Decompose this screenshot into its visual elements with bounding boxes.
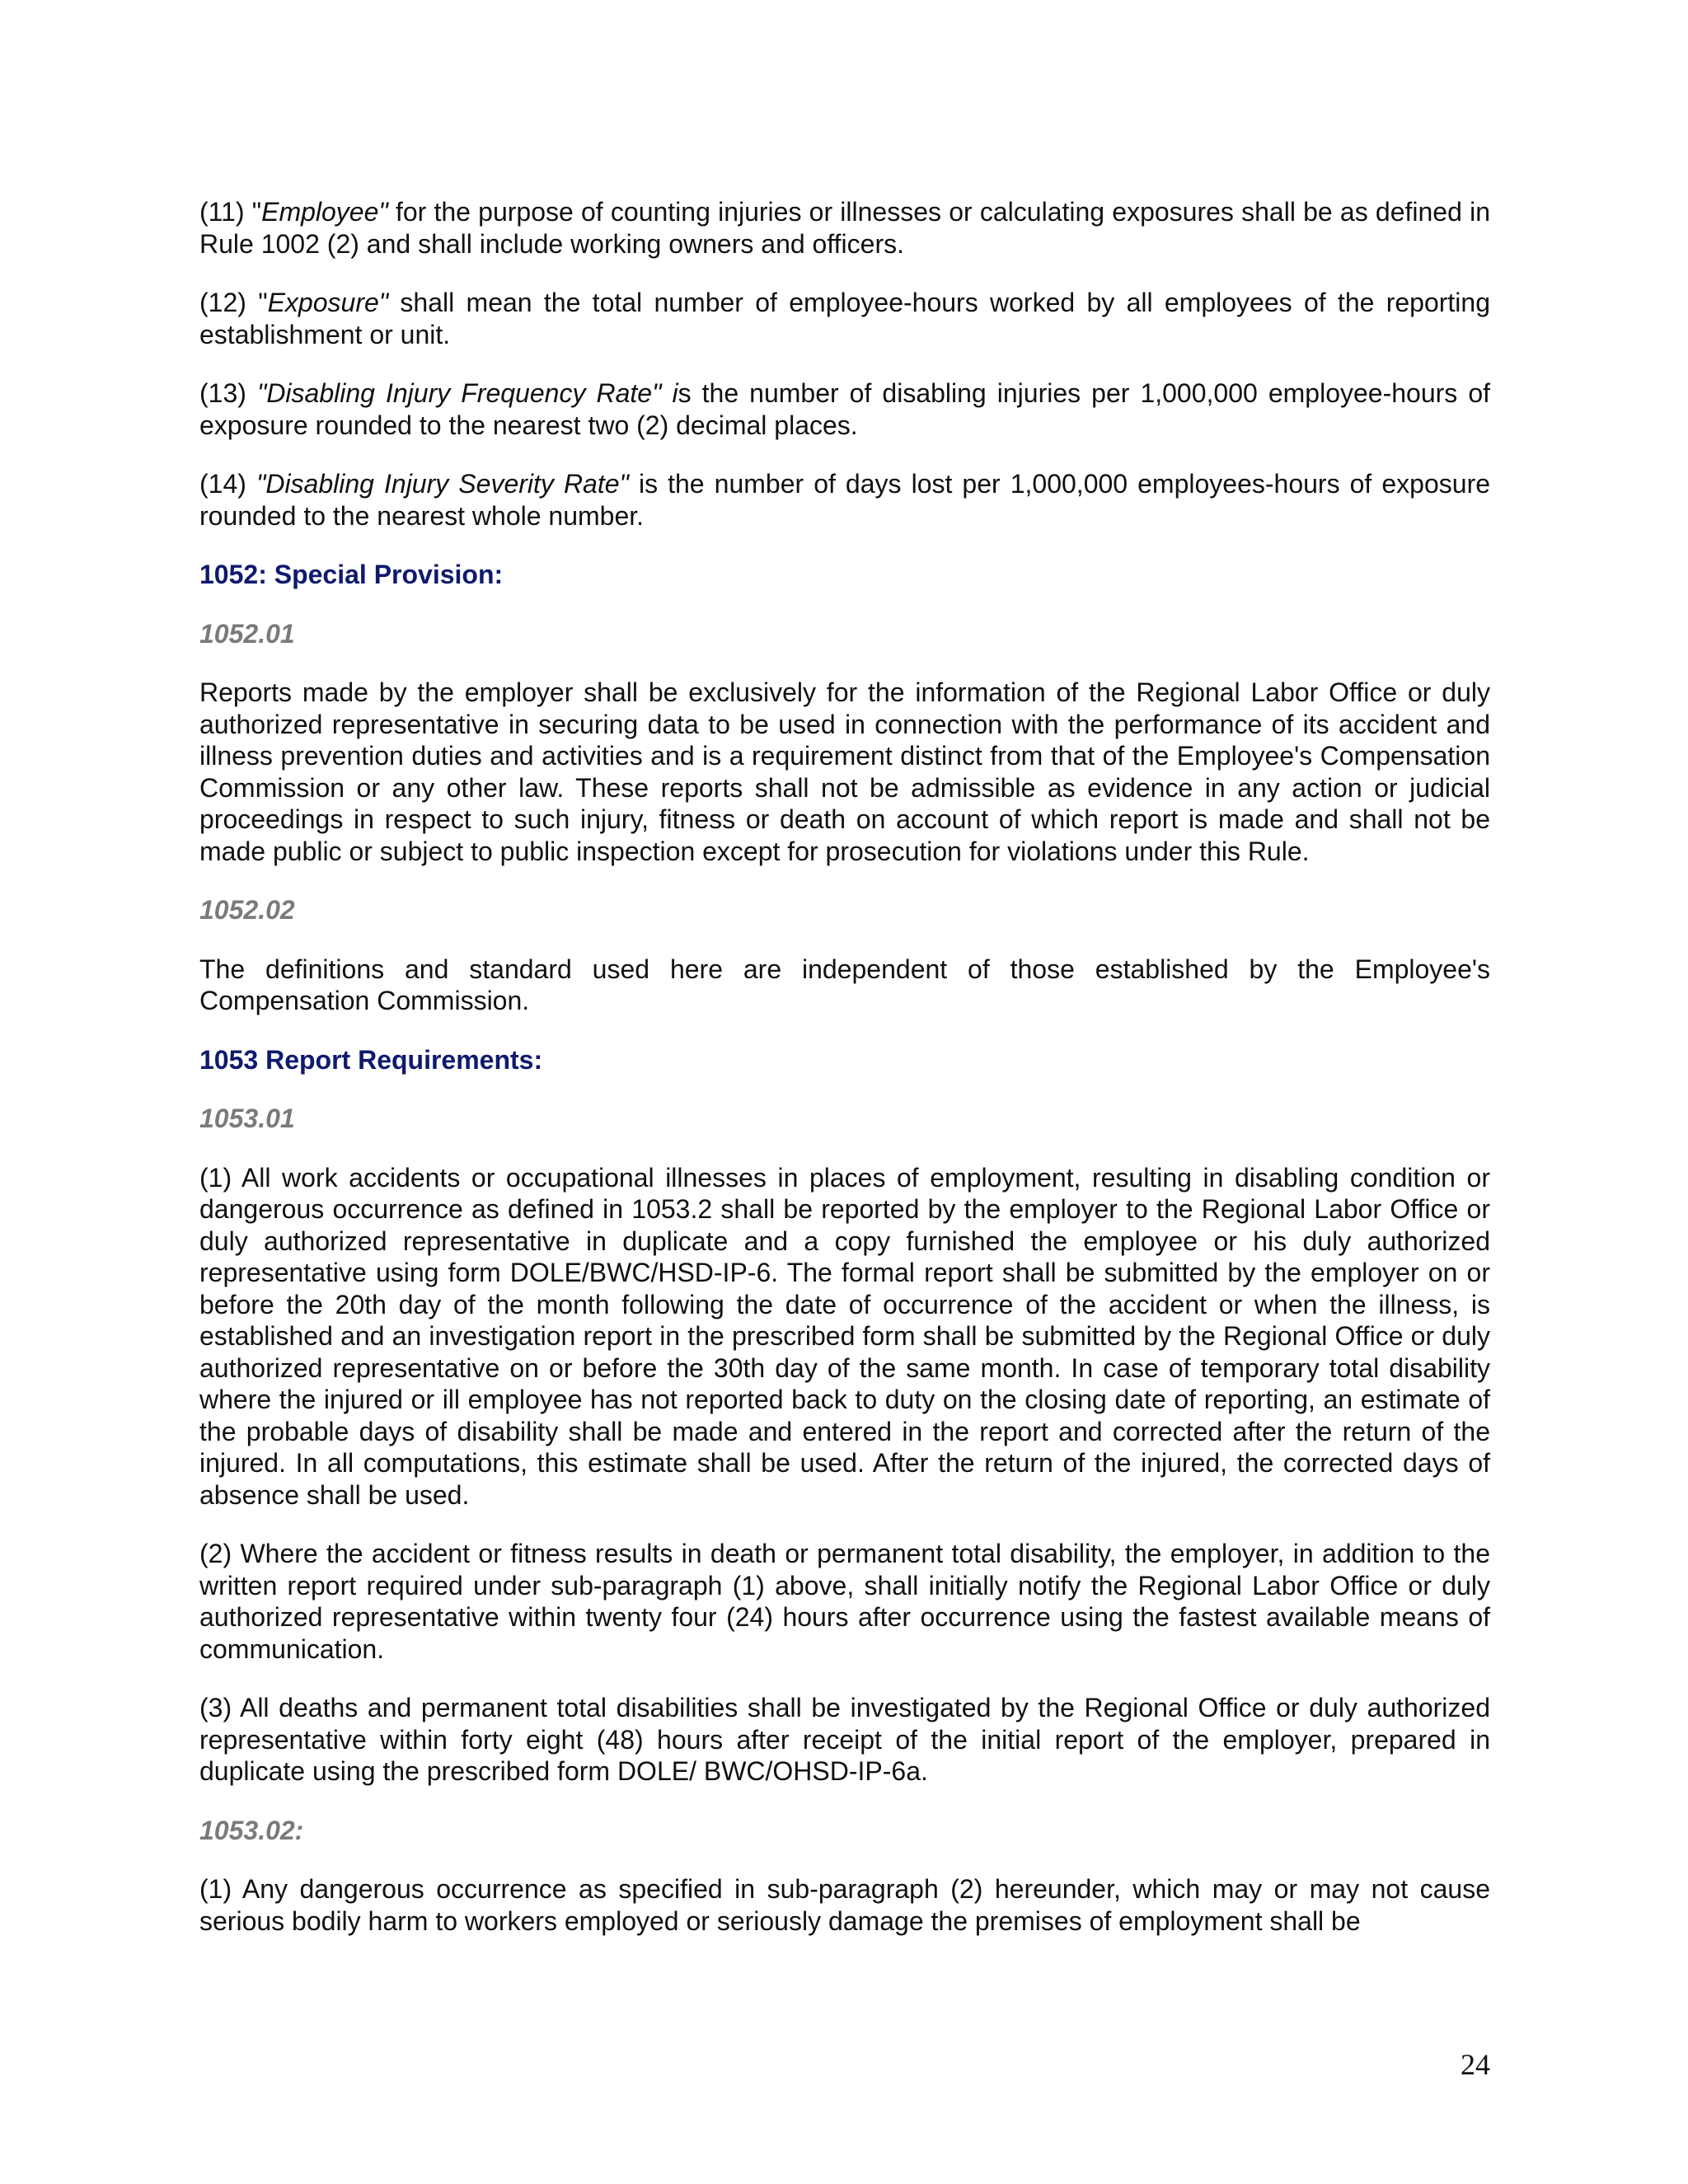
section-1053-01-para-3: (3) All deaths and permanent total disabilities shall be investigated by the Regional Office or duly authorized representative within forty eight (48) hours after receipt of the initial report of the employer, prepared in duplicate using the prescribed form DOLE/ BWC/OHSD-IP-6a. bbox=[199, 1693, 1490, 1786]
definition-12-prefix: (12) " bbox=[199, 288, 268, 317]
definition-13 bbox=[199, 377, 1490, 441]
section-1053-02-number: 1053.02: bbox=[199, 1815, 304, 1845]
definition-11 bbox=[199, 196, 1490, 260]
definition-13-term: "Disabling Injury Frequency Rate" i bbox=[256, 378, 678, 408]
section-1053-heading: 1053 Report Requirements: bbox=[199, 1044, 543, 1075]
definition-12-term: Exposure" bbox=[267, 288, 389, 317]
section-1053-01-para-1: (1) All work accidents or occupational illnesses in places of employment, resulting in disabling condition or dangerous occurrence as defined in 1053.2 shall be reported by the employer to the Regional Labor Office or duly authorized representative in duplicate and a copy furnished the employee or his duly authorized representative using form DOLE/BWC/HSD-IP-6. The formal report shall be submitted by the employer on or before the 20th day of the month following the date of occurrence of the accident or when the illness, is established and an investigation report in the prescribed form shall be submitted by the Regional Office or duly authorized representative on or before the 30th day of the same month. In case of temporary total disability where the injured or ill employee has not reported back to duty on the closing date of reporting, an estimate of the probable days of disability shall be made and entered in the report and corrected after the return of the injured. In all computations, this estimate shall be used. After the return of the injured, the corrected days of absence shall be used. bbox=[199, 1162, 1490, 1510]
page-number: 24 bbox=[1461, 2048, 1490, 2081]
definition-14-prefix: (14) bbox=[199, 469, 256, 499]
definition-14 bbox=[199, 468, 1490, 532]
definition-14-text: is the number of days lost per 1,000,000 employees-hours of exposure rounded to the nearest whole number. bbox=[199, 469, 1491, 531]
section-1052-01-text: Reports made by the employer shall be exclusively for the information of the Regional Labor Office or duly authorized representative in securing data to be used in connection with the performance of its accident and illness prevention duties and activities and is a requirement distinct from that of the Employee's Compensation Commission or any other law. These reports shall not be admissible as evidence in any action or judicial proceedings in respect to such injury, fitness or death on account of which report is made and shall not be made public or subject to public inspection except for prosecution for violations under this Rule. bbox=[199, 677, 1490, 866]
section-1052-02-text: The definitions and standard used here are independent of those established by the Employee's Compensation Commission. bbox=[199, 954, 1490, 1015]
definition-12-text: shall mean the total number of employee-hours worked by all employees of the reporting establishment or unit. bbox=[199, 288, 1491, 349]
definition-11-prefix: (11) " bbox=[199, 197, 262, 227]
document-page bbox=[199, 196, 1490, 1964]
section-1053-01-number: 1053.01 bbox=[199, 1104, 295, 1133]
definition-13-prefix: (13) bbox=[199, 378, 257, 408]
section-1052-02-number: 1052.02 bbox=[199, 895, 295, 925]
section-1053-02-para-1: (1) Any dangerous occurrence as specified in sub-paragraph (2) hereunder, which may or may not cause serious bodily harm to workers employed or seriously damage the premises of employment shall be bbox=[199, 1874, 1490, 1936]
definition-13-text: s the number of disabling injuries per 1,000,000 employee-hours of exposure rounded to the nearest two (2) decimal places. bbox=[199, 378, 1491, 440]
definition-11-term: Employee" bbox=[261, 197, 388, 227]
definition-14-term: "Disabling Injury Severity Rate" bbox=[256, 469, 629, 499]
section-1053-01-para-2: (2) Where the accident or fitness results in death or permanent total disability, the employer, in addition to the written report required under sub-paragraph (1) above, shall initially notify the Regional Labor Office or duly authorized representative within twenty four (24) hours after occurrence using the fastest available means of communication. bbox=[199, 1539, 1490, 1664]
section-1052-01-number: 1052.01 bbox=[199, 618, 295, 649]
definition-12 bbox=[199, 287, 1490, 350]
section-1052-heading: 1052: Special Provision: bbox=[199, 560, 504, 589]
definition-11-text: for the purpose of counting injuries or illnesses or calculating exposures shall be as defined in Rule 1002 (2) and shall include working owners and officers. bbox=[199, 197, 1491, 259]
